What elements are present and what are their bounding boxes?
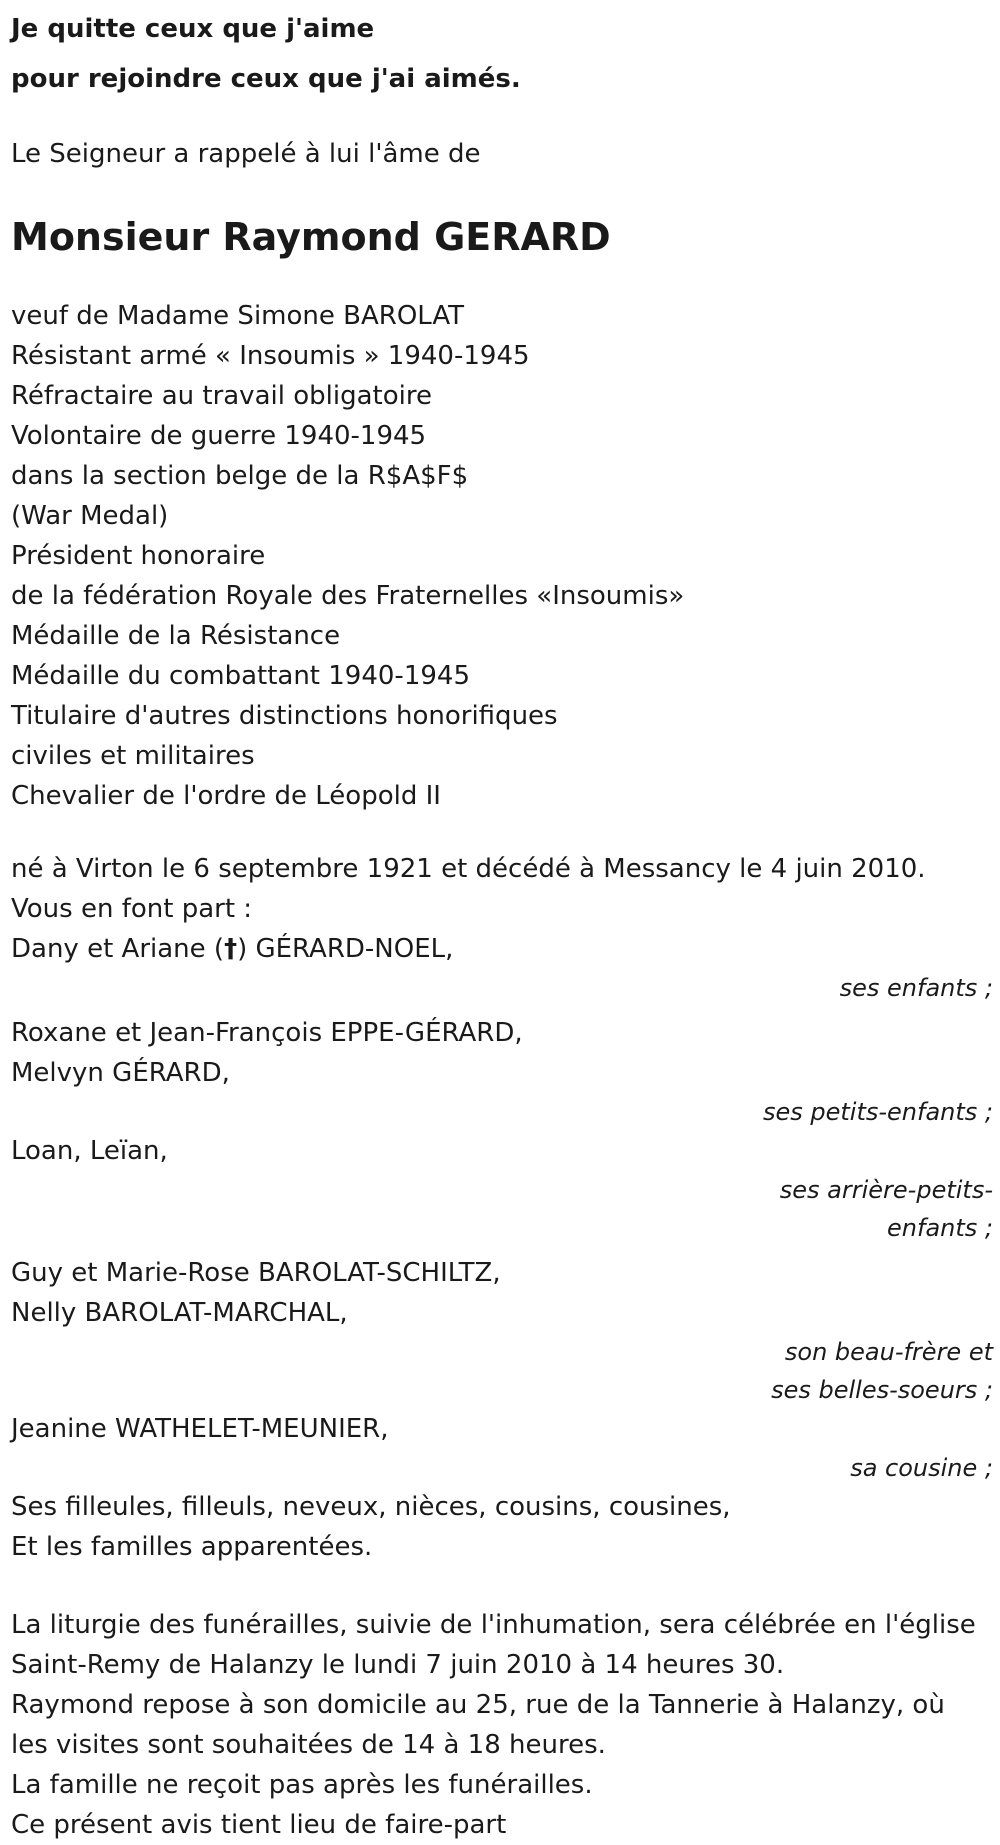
title-line: Médaille de la Résistance xyxy=(11,621,341,651)
title-line: Président honoraire xyxy=(11,541,266,571)
title-line: Volontaire de guerre 1940-1945 xyxy=(11,421,427,451)
rest-line-2: les visites sont souhaitées de 14 à 18 heures. xyxy=(11,1730,606,1760)
birth-death-text: né à Virton le 6 septembre 1921 et décédé à Messancy le 4 juin 2010. xyxy=(11,854,926,884)
title-line: Réfractaire au travail obligatoire xyxy=(11,381,432,411)
grandchildren-relation: ses petits-enfants ; xyxy=(762,1098,993,1126)
title-line: de la fédération Royale des Fraternelles «Insoumis» xyxy=(11,581,685,611)
title-line: veuf de Madame Simone BAROLAT xyxy=(11,301,465,331)
rest-line-1: Raymond repose à son domicile au 25, rue de la Tannerie à Halanzy, où xyxy=(11,1690,945,1720)
title-line: civiles et militaires xyxy=(11,741,255,771)
children-names-a: Dany et Ariane ( xyxy=(11,934,225,964)
epigraph-line-1: Je quitte ceux que j'aime xyxy=(11,14,375,44)
children-relation: ses enfants ; xyxy=(839,974,993,1002)
intro-text: Le Seigneur a rappelé à lui l'âme de xyxy=(11,139,481,169)
epigraph xyxy=(11,4,1000,104)
notice-text: Ce présent avis tient lieu de faire-part xyxy=(11,1810,507,1840)
cross-icon: † xyxy=(224,934,238,964)
great-grandchildren-names: Loan, Leïan, xyxy=(11,1136,168,1166)
epigraph-line-2: pour rejoindre ceux que j'ai aimés. xyxy=(11,64,521,94)
cousin-relation: sa cousine ; xyxy=(850,1454,993,1482)
grandchild-name: Melvyn GÉRARD, xyxy=(11,1058,230,1088)
titles-list xyxy=(11,296,1000,816)
family-list xyxy=(11,929,1000,1567)
title-line: dans la section belge de la R$A$F$ xyxy=(11,461,469,491)
other-relatives: Ses filleules, filleuls, neveux, nièces, cousins, cousines, xyxy=(11,1492,731,1522)
title-line: Résistant armé « Insoumis » 1940-1945 xyxy=(11,341,530,371)
deceased-name: Monsieur Raymond GERARD xyxy=(11,215,611,259)
grandchild-name: Roxane et Jean-François EPPE-GÉRARD, xyxy=(11,1018,523,1048)
inlaw-name: Guy et Marie-Rose BAROLAT-SCHILTZ, xyxy=(11,1258,501,1288)
inlaw-name: Nelly BAROLAT-MARCHAL, xyxy=(11,1298,348,1328)
reception-text: La famille ne reçoit pas après les funérailles. xyxy=(11,1770,593,1800)
title-line: Médaille du combattant 1940-1945 xyxy=(11,661,470,691)
cousin-name: Jeanine WATHELET-MEUNIER, xyxy=(11,1414,389,1444)
announce-text: Vous en font part : xyxy=(11,894,253,924)
title-line: Titulaire d'autres distinctions honorifiques xyxy=(11,701,558,731)
great-grandchildren-relation-2: enfants ; xyxy=(887,1214,993,1242)
inlaw-relation-2: ses belles-soeurs ; xyxy=(771,1376,993,1404)
great-grandchildren-relation-1: ses arrière-petits- xyxy=(779,1176,993,1204)
title-line: Chevalier de l'ordre de Léopold II xyxy=(11,781,441,811)
funeral-info xyxy=(11,1605,1000,1845)
children-names-b: ) GÉRARD-NOEL, xyxy=(237,934,454,964)
inlaw-relation-1: son beau-frère et xyxy=(784,1338,993,1366)
children-names xyxy=(11,929,1000,969)
title-line: (War Medal) xyxy=(11,501,169,531)
other-families: Et les familles apparentées. xyxy=(11,1532,373,1562)
liturgy-line-2: Saint-Remy de Halanzy le lundi 7 juin 2010 à 14 heures 30. xyxy=(11,1650,785,1680)
liturgy-line-1: La liturgie des funérailles, suivie de l'inhumation, sera célébrée en l'église xyxy=(11,1610,976,1640)
